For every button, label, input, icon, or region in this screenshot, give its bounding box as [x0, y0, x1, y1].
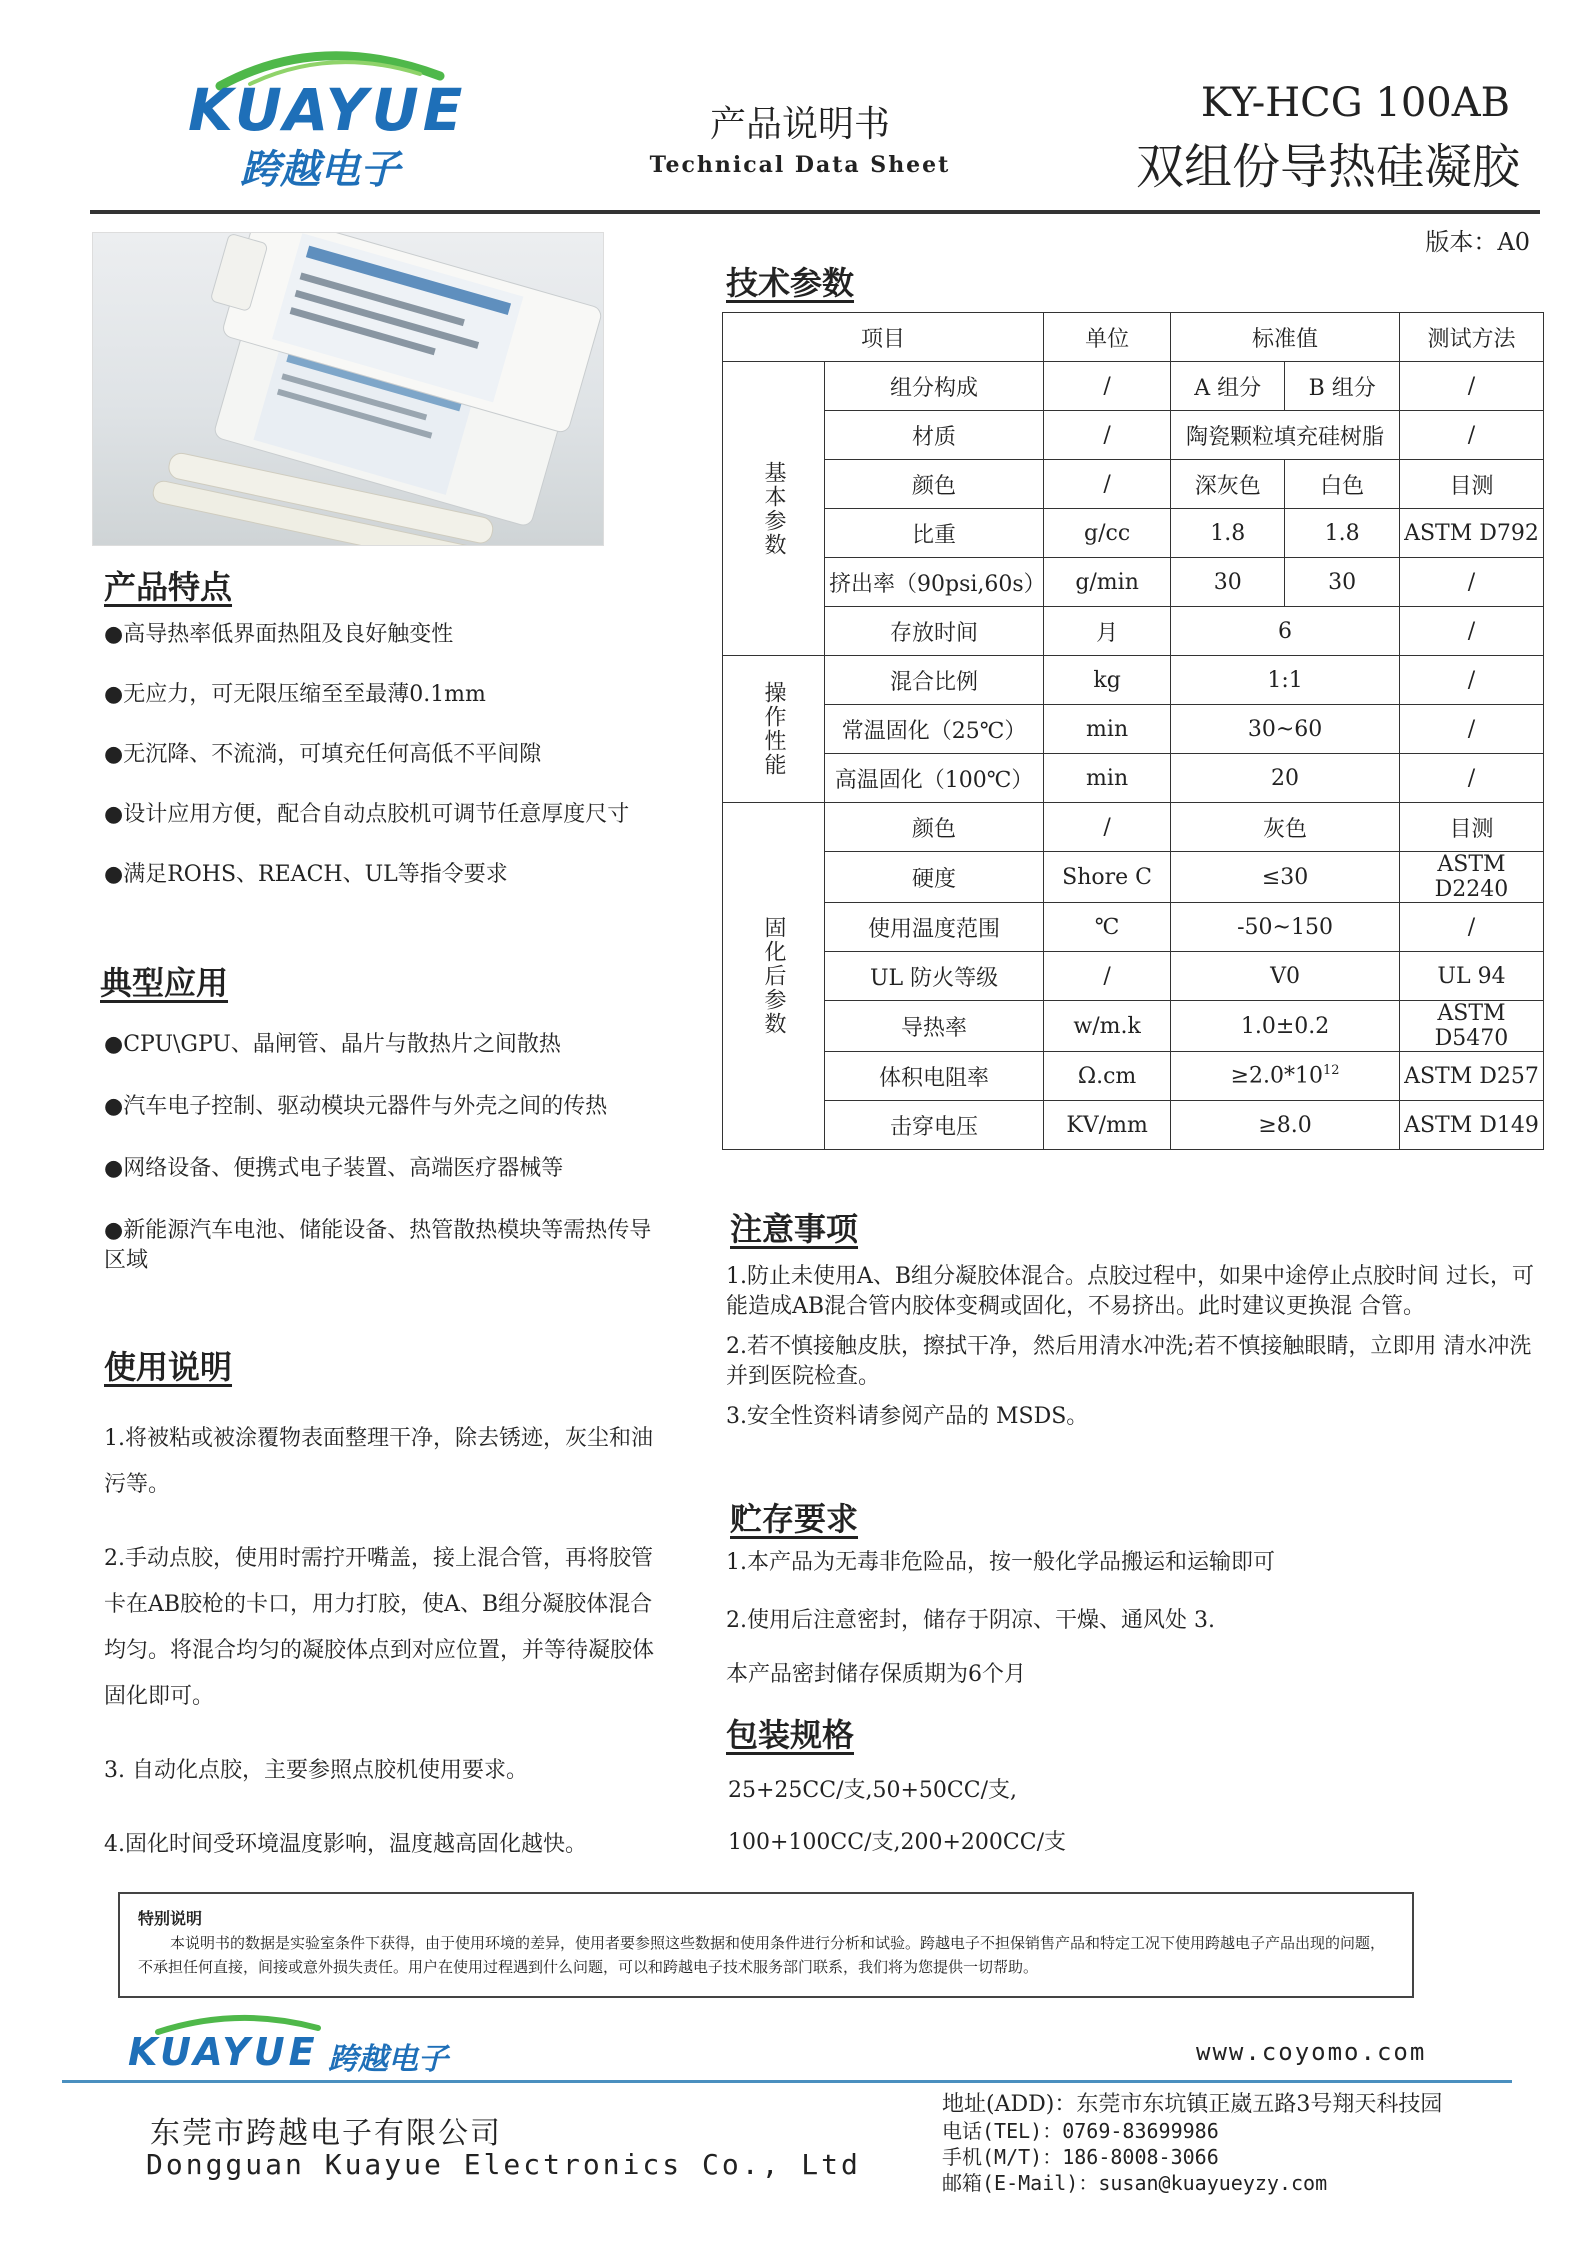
spec-value-a-cell: A 组分: [1171, 362, 1285, 411]
spec-unit-cell: /: [1044, 362, 1171, 411]
doc-title-cn: 产品说明书: [709, 104, 890, 145]
applications-list: [104, 1030, 664, 1278]
spec-header-cell: 单位: [1044, 313, 1171, 362]
header-divider: [90, 210, 1540, 214]
cartridge-illustration: [93, 233, 603, 545]
spec-item-cell: 体积电阻率: [825, 1052, 1044, 1101]
footer-website[interactable]: www.coyomo.com: [1196, 2038, 1427, 2066]
logo-text-cn: 跨越电子: [240, 147, 400, 193]
spec-method-cell: 目测: [1400, 803, 1544, 852]
spec-value-a-cell: 30: [1171, 558, 1285, 607]
caution-item: 2.若不慎接触皮肤，擦拭干净，然后用清水冲洗;若不慎接触眼睛，立即用 清水冲洗并到医院检查。: [726, 1334, 1532, 1389]
feature-item: ●无沉降、不流淌，可填充任何高低不平间隙: [104, 742, 542, 767]
spec-row: [723, 903, 1544, 952]
usage-item: 2.手动点胶，使用时需拧开嘴盖，接上混合管，再将胶管卡在AB胶枪的卡口，用力打胶，使A、B组分凝胶体混合均匀。将混合均匀的凝胶体点到对应位置，并等待凝胶体固化即可。: [104, 1546, 655, 1709]
spec-item-cell: 常温固化（25℃）: [825, 705, 1044, 754]
spec-row: [723, 952, 1544, 1001]
spec-group-label: 操作性能: [723, 656, 825, 803]
version-label: 版本：A0: [1425, 228, 1530, 256]
footer-address: 地址(ADD)：东莞市东坑镇正崴五路3号翔天科技园: [942, 2092, 1443, 2117]
spec-unit-cell: Ω.cm: [1044, 1052, 1171, 1101]
doc-title-en: Technical Data Sheet: [649, 152, 951, 178]
spec-row: [723, 1001, 1544, 1052]
spec-value-b-cell: 1.8: [1285, 509, 1400, 558]
footer-logo: [128, 2010, 508, 2080]
spec-method-cell: 目测: [1400, 460, 1544, 509]
spec-row: [723, 1101, 1544, 1150]
spec-value-a-cell: 深灰色: [1171, 460, 1285, 509]
spec-item-cell: 挤出率（90psi,60s）: [825, 558, 1044, 607]
spec-unit-cell: min: [1044, 705, 1171, 754]
spec-row: [723, 803, 1544, 852]
spec-item-cell: 组分构成: [825, 362, 1044, 411]
usage-item: 4.固化时间受环境温度影响，温度越高固化越快。: [104, 1832, 587, 1857]
spec-value-b-cell: 30: [1285, 558, 1400, 607]
spec-method-cell: /: [1400, 903, 1544, 952]
spec-unit-cell: kg: [1044, 656, 1171, 705]
spec-item-cell: 材质: [825, 411, 1044, 460]
spec-table: [722, 312, 1544, 1150]
spec-item-cell: 硬度: [825, 852, 1044, 903]
spec-value-cell: 20: [1171, 754, 1400, 803]
spec-method-cell: /: [1400, 558, 1544, 607]
application-item: ●新能源汽车电池、储能设备、热管散热模块等需热传导区域: [104, 1218, 652, 1273]
spec-value-exponent: 12: [1322, 1063, 1340, 1079]
spec-method-cell: UL 94: [1400, 952, 1544, 1001]
spec-unit-cell: /: [1044, 803, 1171, 852]
spec-row: [723, 558, 1544, 607]
caution-item: 3.安全性资料请参阅产品的 MSDS。: [726, 1404, 1089, 1429]
packaging-item: 25+25CC/支,50+50CC/支,: [728, 1778, 1017, 1803]
spec-row: [723, 411, 1544, 460]
product-model: KY-HCG 100AB: [1200, 80, 1510, 126]
spec-value-cell: [1171, 1052, 1400, 1101]
spec-item-cell: 颜色: [825, 803, 1044, 852]
packaging-title: 包装规格: [726, 1716, 855, 1754]
spec-method-cell: ASTM D149: [1400, 1101, 1544, 1150]
spec-item-cell: 击穿电压: [825, 1101, 1044, 1150]
spec-unit-cell: /: [1044, 411, 1171, 460]
spec-method-cell: ASTM D257: [1400, 1052, 1544, 1101]
spec-group-label: 基本参数: [723, 362, 825, 656]
usage-list: [104, 1416, 674, 1868]
footer-email[interactable]: 邮箱(E-Mail)：susan@kuayueyzy.com: [942, 2171, 1328, 2195]
spec-header-row: [723, 313, 1544, 362]
footer-contact: [942, 2092, 1562, 2196]
spec-unit-cell: g/min: [1044, 558, 1171, 607]
spec-row: [723, 754, 1544, 803]
spec-unit-cell: g/cc: [1044, 509, 1171, 558]
storage-item: 1.本产品为无毒非危险品，按一般化学品搬运和运输即可: [726, 1550, 1275, 1575]
feature-item: ●设计应用方便，配合自动点胶机可调节任意厚度尺寸: [104, 802, 630, 827]
product-name: 双组份导热硅凝胶: [1135, 139, 1520, 195]
usage-item: 1.将被粘或被涂覆物表面整理干净，除去锈迹，灰尘和油污等。: [104, 1426, 653, 1497]
application-item: ●CPU\GPU、晶闸管、晶片与散热片之间散热: [104, 1032, 561, 1057]
storage-item: 本产品密封储存保质期为6个月: [726, 1662, 1026, 1687]
spec-method-cell: ASTM D5470: [1400, 1001, 1544, 1052]
spec-method-cell: /: [1400, 362, 1544, 411]
spec-item-cell: 比重: [825, 509, 1044, 558]
logo-text-en: KUAYUE: [188, 76, 467, 144]
footer-logo-text-en: KUAYUE: [128, 2030, 319, 2074]
footer-divider: [62, 2080, 1512, 2083]
notice-title: 特别说明: [138, 1909, 203, 1928]
footer-company-en: Dongguan Kuayue Electronics Co., Ltd: [146, 2148, 861, 2181]
spec-row: [723, 656, 1544, 705]
usage-item: 3. 自动化点胶，主要参照点胶机使用要求。: [104, 1758, 528, 1783]
spec-item-cell: UL 防火等级: [825, 952, 1044, 1001]
spec-value-cell: 30~60: [1171, 705, 1400, 754]
storage-item: 2.使用后注意密封，储存于阴凉、干燥、通风处 3.: [726, 1608, 1215, 1633]
spec-item-cell: 颜色: [825, 460, 1044, 509]
spec-value-text: ≥2.0*10: [1230, 1063, 1323, 1089]
footer-company-cn: 东莞市跨越电子有限公司: [150, 2116, 502, 2151]
spec-title: 技术参数: [726, 264, 855, 302]
features-list: [104, 620, 704, 920]
spec-value-cell: 灰色: [1171, 803, 1400, 852]
spec-value-cell: 陶瓷颗粒填充硅树脂: [1171, 411, 1400, 460]
spec-row: [723, 607, 1544, 656]
spec-row: [723, 460, 1544, 509]
notice-box: [118, 1892, 1414, 1998]
spec-unit-cell: /: [1044, 952, 1171, 1001]
caution-item: 1.防止未使用A、B组分凝胶体混合。点胶过程中，如果中途停止点胶时间 过长，可能造成AB混合管内胶体变稠或固化，不易挤出。此时建议更换混 合管。: [726, 1264, 1535, 1319]
spec-value-cell: ≥8.0: [1171, 1101, 1400, 1150]
spec-unit-cell: ℃: [1044, 903, 1171, 952]
spec-header-cell: 项目: [723, 313, 1044, 362]
spec-value-a-cell: 1.8: [1171, 509, 1285, 558]
spec-item-cell: 高温固化（100℃）: [825, 754, 1044, 803]
spec-unit-cell: 月: [1044, 607, 1171, 656]
spec-value-b-cell: 白色: [1285, 460, 1400, 509]
packaging-item: 100+100CC/支,200+200CC/支: [728, 1830, 1066, 1855]
spec-row: [723, 509, 1544, 558]
spec-unit-cell: Shore C: [1044, 852, 1171, 903]
spec-method-cell: /: [1400, 607, 1544, 656]
spec-item-cell: 使用温度范围: [825, 903, 1044, 952]
feature-item: ●无应力，可无限压缩至至最薄0.1mm: [104, 682, 486, 707]
spec-method-cell: ASTM D792: [1400, 509, 1544, 558]
applications-title: 典型应用: [100, 964, 229, 1002]
footer-tel: 电话(TEL)：0769-83699986: [942, 2119, 1219, 2143]
spec-method-cell: /: [1400, 754, 1544, 803]
spec-value-cell: -50~150: [1171, 903, 1400, 952]
spec-method-cell: ASTM D2240: [1400, 852, 1544, 903]
application-item: ●网络设备、便携式电子装置、高端医疗器械等: [104, 1156, 564, 1181]
notice-text: 本说明书的数据是实验室条件下获得，由于使用环境的差异，使用者要参照这些数据和使用条件进行分析和试验。跨越电子不担保销售产品和特定工况下使用跨越电子产品出现的问题，不承担任何直接，间接或意外损失责任。用户在使用过程遇到什么问题，可以和跨越电子技术服务部门联系，我们将为您提供一切帮助。: [138, 1934, 1386, 1976]
spec-unit-cell: /: [1044, 460, 1171, 509]
spec-value-cell: V0: [1171, 952, 1400, 1001]
spec-value-cell: ≤30: [1171, 852, 1400, 903]
spec-method-cell: /: [1400, 411, 1544, 460]
usage-title: 使用说明: [104, 1348, 233, 1386]
spec-row: [723, 705, 1544, 754]
spec-group-label: 固化后参数: [723, 803, 825, 1150]
spec-value-cell: 1.0±0.2: [1171, 1001, 1400, 1052]
feature-item: ●满足ROHS、REACH、UL等指令要求: [104, 862, 508, 887]
spec-row: [723, 1052, 1544, 1101]
spec-unit-cell: min: [1044, 754, 1171, 803]
packaging-list: [728, 1776, 1543, 1858]
features-title: 产品特点: [104, 568, 233, 606]
footer-mobile: 手机(M/T)：186-8008-3066: [942, 2145, 1219, 2169]
product-photo: [92, 232, 604, 546]
spec-item-cell: 导热率: [825, 1001, 1044, 1052]
spec-unit-cell: w/m.k: [1044, 1001, 1171, 1052]
spec-value-b-cell: B 组分: [1285, 362, 1400, 411]
cautions-list: [726, 1262, 1541, 1432]
feature-item: ●高导热率低界面热阻及良好触变性: [104, 622, 454, 647]
spec-unit-cell: KV/mm: [1044, 1101, 1171, 1150]
spec-method-cell: /: [1400, 656, 1544, 705]
spec-value-cell: 6: [1171, 607, 1400, 656]
spec-value-cell: 1:1: [1171, 656, 1400, 705]
storage-title: 贮存要求: [730, 1500, 859, 1538]
application-item: ●汽车电子控制、驱动模块元器件与外壳之间的传热: [104, 1094, 608, 1119]
spec-item-cell: 存放时间: [825, 607, 1044, 656]
footer-logo-text-cn: 跨越电子: [328, 2042, 448, 2077]
spec-item-cell: 混合比例: [825, 656, 1044, 705]
spec-row: [723, 852, 1544, 903]
spec-header-cell: 标准值: [1171, 313, 1400, 362]
spec-header-cell: 测试方法: [1400, 313, 1544, 362]
header-logo: [180, 36, 480, 193]
spec-row: [723, 362, 1544, 411]
spec-method-cell: /: [1400, 705, 1544, 754]
cautions-title: 注意事项: [730, 1210, 859, 1248]
storage-list: [726, 1548, 1541, 1690]
